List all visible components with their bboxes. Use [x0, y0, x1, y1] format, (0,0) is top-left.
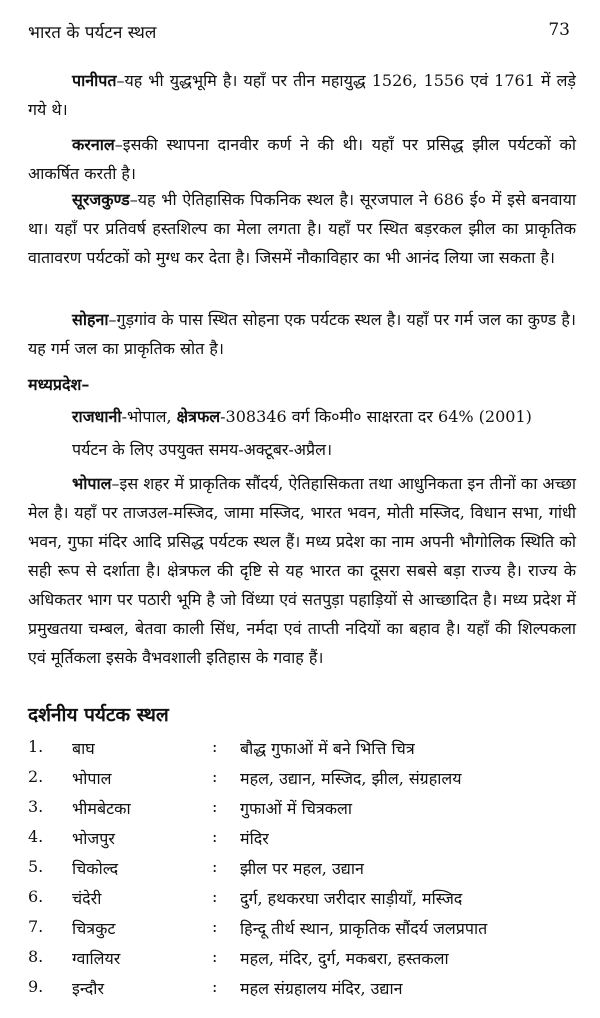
list-item-colon: : [212, 737, 218, 756]
paragraph-karnal [28, 130, 576, 188]
season-line: पर्यटन के लिए उपयुक्त समय-अक्टूबर-अप्रैल। [72, 440, 333, 459]
list-item-number: 7. [28, 917, 44, 936]
list-item [28, 797, 588, 827]
list-item-place: इन्दौर [72, 979, 104, 998]
paragraph-sohna [28, 305, 576, 363]
list-item-place: चित्रकुट [72, 919, 116, 938]
list-item-description: महल, उद्यान, मस्जिद, झील, संग्रहालय [240, 769, 462, 788]
paragraph-surajkund [28, 185, 576, 272]
list-item-number: 5. [28, 857, 44, 876]
list-item-place: ग्वालियर [72, 949, 121, 968]
list-item-place: बाघ [72, 739, 95, 758]
text-sohna: –गुड़गांव के पास स्थित सोहना एक पर्यटक स्थल है। यहाँ पर गर्म जल का कुण्ड है। यह गर्म जल का प्राकृतिक स्रोत है। [28, 310, 576, 358]
list-item-description: हिन्दू तीर्थ स्थान, प्राकृतिक सौंदर्य जलप्रपात [240, 919, 488, 938]
list-item-place: चिकोल्द [72, 859, 119, 878]
list-item-number: 8. [28, 947, 44, 966]
list-item [28, 767, 588, 797]
list-item-number: 1. [28, 737, 44, 756]
area-label: क्षेत्रफल [176, 407, 221, 426]
list-item-description: दुर्ग, हथकरघा जरीदार साड़ीयाँ, मस्जिद [240, 889, 463, 908]
section-heading-places: दर्शनीय पर्यटक स्थल [28, 704, 169, 726]
list-item-description: झील पर महल, उद्यान [240, 859, 364, 878]
term-panipat: पानीपत [72, 71, 117, 90]
capital-value: -भोपाल, [121, 407, 177, 426]
area-value: -308346 वर्ग कि०मी० साक्षरता दर 64% (2001) [220, 407, 532, 426]
term-karnal: करनाल [72, 135, 115, 154]
list-item [28, 887, 588, 917]
list-item [28, 977, 588, 1007]
text-karnal: –इसकी स्थापना दानवीर कर्ण ने की थी। यहाँ पर प्रसिद्ध झील पर्यटकों को आकर्षित करती है। [28, 135, 576, 183]
list-item [28, 917, 588, 947]
list-item-colon: : [212, 857, 218, 876]
list-item-description: महल, मंदिर, दुर्ग, मकबरा, हस्तकला [240, 949, 449, 968]
list-item [28, 857, 588, 887]
list-item-colon: : [212, 977, 218, 996]
paragraph-panipat [28, 66, 576, 124]
running-header: भारत के पर्यटन स्थल [28, 23, 157, 43]
text-panipat: –यह भी युद्धभूमि है। यहाँ पर तीन महायुद्ध 1526, 1556 एवं 1761 में लड़े गये थे। [28, 71, 576, 119]
list-item-number: 3. [28, 797, 44, 816]
list-item-colon: : [212, 917, 218, 936]
section-heading-madhya-pradesh: मध्यप्रदेश– [28, 375, 90, 394]
list-item-place: भीमबेटका [72, 799, 131, 818]
list-item-colon: : [212, 947, 218, 966]
list-item-number: 6. [28, 887, 44, 906]
text-surajkund: –यह भी ऐतिहासिक पिकनिक स्थल है। सूरजपाल ने 686 ई० में इसे बनवाया था। यहाँ पर प्रतिवर्ष हस्तशिल्प का मेला लगता है। यहाँ पर स्थित बड़रकल झील का प्राकृतिक वातावरण पर्यटकों को मुग्ध कर देता है। जिसमें नौकाविहार का भी आनंद लिया जा सकता है। [28, 190, 576, 267]
places-list [28, 737, 588, 1007]
list-item-description: महल संग्रहालय मंदिर, उद्यान [240, 979, 403, 998]
page-number: 73 [548, 20, 570, 40]
list-item-description: गुफाओं में चित्रकला [240, 799, 352, 818]
term-surajkund: सूरजकुण्ड [72, 190, 130, 209]
list-item-description: मंदिर [240, 829, 269, 848]
paragraph-bhopal [28, 469, 576, 672]
list-item-colon: : [212, 797, 218, 816]
list-item-description: बौद्ध गुफाओं में बने भित्ति चित्र [240, 739, 415, 758]
list-item [28, 827, 588, 857]
term-bhopal: भोपाल [72, 474, 112, 493]
list-item [28, 737, 588, 767]
list-item-place: भोपाल [72, 769, 112, 788]
capital-label: राजधानी [72, 407, 122, 426]
list-item-number: 2. [28, 767, 44, 786]
capital-area-line [72, 405, 582, 427]
list-item-colon: : [212, 767, 218, 786]
text-bhopal: –इस शहर में प्राकृतिक सौंदर्य, ऐतिहासिकता तथा आधुनिकता इन तीनों का अच्छा मेल है। यहाँ पर ताजउल-मस्जिद, जामा मस्जिद, भारत भवन, मोती मस्जिद, विधान सभा, गांधी भवन, गुफा मंदिर आदि प्रसिद्ध पर्यटक स्थल हैं। मध्य प्रदेश का नाम अपनी भौगोलिक स्थिति को सही रूप से दर्शाता है। क्षेत्रफल की दृष्टि से यह भारत का दूसरा सबसे बड़ा राज्य है। राज्य के अधिकतर भाग पर पठारी भूमि है जो विंध्या एवं सतपुड़ा पहाड़ियों से आच्छादित है। मध्य प्रदेश में प्रमुखतया चम्बल, बेतवा काली सिंध, नर्मदा एवं ताप्ती नदियों का बहाव है। यहाँ की शिल्पकला एवं मूर्तिकला इसके वैभवशाली इतिहास के गवाह हैं। [28, 474, 576, 667]
list-item-number: 4. [28, 827, 44, 846]
list-item-number: 9. [28, 977, 44, 996]
list-item-colon: : [212, 887, 218, 906]
list-item-place: भोजपुर [72, 829, 115, 848]
list-item-place: चंदेरी [72, 889, 102, 908]
term-sohna: सोहना [72, 310, 109, 329]
list-item-colon: : [212, 827, 218, 846]
list-item [28, 947, 588, 977]
